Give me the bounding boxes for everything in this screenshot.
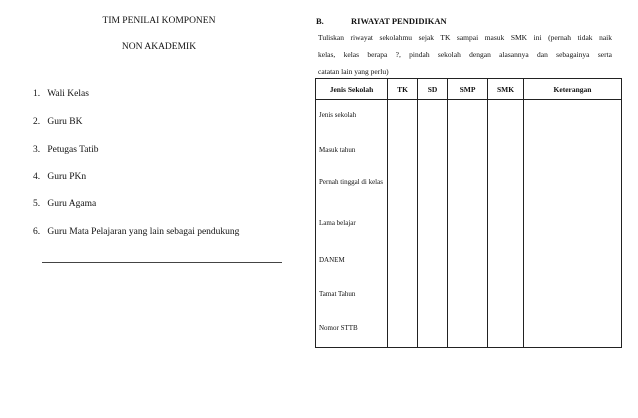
- row-label: DANEM: [316, 241, 388, 275]
- cell-smp[interactable]: [448, 205, 488, 241]
- cell-smk[interactable]: [488, 241, 524, 275]
- item-number: 4.: [33, 172, 41, 182]
- paragraph-line: kelas, kelas berapa ?, pindah sekolah dengan alasannya dan sebagainya serta: [318, 50, 612, 59]
- row-label: Lama belajar: [316, 205, 388, 241]
- row-label: Pernah tinggal di kelas: [316, 167, 388, 205]
- item-label: Guru BK: [47, 117, 83, 127]
- cell-smk[interactable]: [488, 205, 524, 241]
- cell-sd[interactable]: [418, 309, 448, 348]
- cell-tk[interactable]: [388, 275, 418, 309]
- cell-sd[interactable]: [418, 133, 448, 167]
- cell-smk[interactable]: [488, 167, 524, 205]
- item-label: Petugas Tatib: [47, 145, 99, 155]
- table-row: [316, 100, 622, 133]
- header-smk: SMK: [488, 79, 524, 100]
- cell-tk[interactable]: [388, 241, 418, 275]
- cell-tk[interactable]: [388, 133, 418, 167]
- item-number: 3.: [33, 145, 41, 155]
- section-title: RIWAYAT PENDIDIKAN: [351, 16, 447, 26]
- list-item: [33, 172, 86, 182]
- row-label: Jenis sekolah: [316, 100, 388, 133]
- cell-smk[interactable]: [488, 133, 524, 167]
- header-sd: SD: [418, 79, 448, 100]
- instruction-paragraph: [318, 28, 612, 79]
- cell-smp[interactable]: [448, 167, 488, 205]
- table-row: [316, 309, 622, 348]
- item-label: Guru Agama: [47, 199, 97, 209]
- title-line-1: TIM PENILAI KOMPONEN: [102, 16, 216, 26]
- table-row: [316, 133, 622, 167]
- row-label: Tamat Tahun: [316, 275, 388, 309]
- cell-smp[interactable]: [448, 275, 488, 309]
- cell-keterangan[interactable]: [524, 100, 622, 133]
- cell-tk[interactable]: [388, 100, 418, 133]
- cell-tk[interactable]: [388, 205, 418, 241]
- cell-sd[interactable]: [418, 275, 448, 309]
- paragraph-line: catatan lain yang perlu): [318, 67, 389, 76]
- item-label: Guru Mata Pelajaran yang lain sebagai pendukung: [47, 227, 240, 237]
- cell-sd[interactable]: [418, 100, 448, 133]
- item-number: 6.: [33, 227, 41, 237]
- list-item: [33, 117, 82, 127]
- cell-smp[interactable]: [448, 241, 488, 275]
- list-item: [33, 145, 99, 155]
- cell-tk[interactable]: [388, 309, 418, 348]
- cell-sd[interactable]: [418, 241, 448, 275]
- row-label: Nomor STTB: [316, 309, 388, 348]
- cell-smk[interactable]: [488, 100, 524, 133]
- cell-tk[interactable]: [388, 167, 418, 205]
- header-keterangan: Keterangan: [524, 79, 622, 100]
- item-number: 1.: [33, 89, 41, 99]
- cell-smk[interactable]: [488, 275, 524, 309]
- table-row: [316, 241, 622, 275]
- cell-keterangan[interactable]: [524, 309, 622, 348]
- cell-smp[interactable]: [448, 133, 488, 167]
- table-row: [316, 275, 622, 309]
- title-line-2: NON AKADEMIK: [121, 42, 197, 52]
- item-number: 2.: [33, 117, 41, 127]
- header-jenis-sekolah: Jenis Sekolah: [316, 79, 388, 100]
- signature-line: [42, 262, 282, 263]
- list-item: [33, 89, 89, 99]
- table-header-row: [316, 79, 622, 100]
- item-number: 5.: [33, 199, 41, 209]
- section-letter: B.: [316, 16, 324, 26]
- cell-keterangan[interactable]: [524, 241, 622, 275]
- header-tk: TK: [388, 79, 418, 100]
- table-row: [316, 205, 622, 241]
- row-label: Masuk tahun: [316, 133, 388, 167]
- education-history-table: [315, 78, 622, 348]
- cell-keterangan[interactable]: [524, 133, 622, 167]
- table-row: [316, 167, 622, 205]
- cell-sd[interactable]: [418, 205, 448, 241]
- cell-smp[interactable]: [448, 100, 488, 133]
- cell-keterangan[interactable]: [524, 275, 622, 309]
- list-item: [33, 199, 96, 209]
- cell-smk[interactable]: [488, 309, 524, 348]
- cell-sd[interactable]: [418, 167, 448, 205]
- item-label: Guru PKn: [47, 172, 87, 182]
- cell-keterangan[interactable]: [524, 167, 622, 205]
- list-item: [33, 227, 239, 237]
- cell-keterangan[interactable]: [524, 205, 622, 241]
- item-label: Wali Kelas: [47, 89, 89, 99]
- header-smp: SMP: [448, 79, 488, 100]
- paragraph-line: Tuliskan riwayat sekolahmu sejak TK sampai masuk SMK ini (pernah tidak naik: [318, 33, 612, 42]
- cell-smp[interactable]: [448, 309, 488, 348]
